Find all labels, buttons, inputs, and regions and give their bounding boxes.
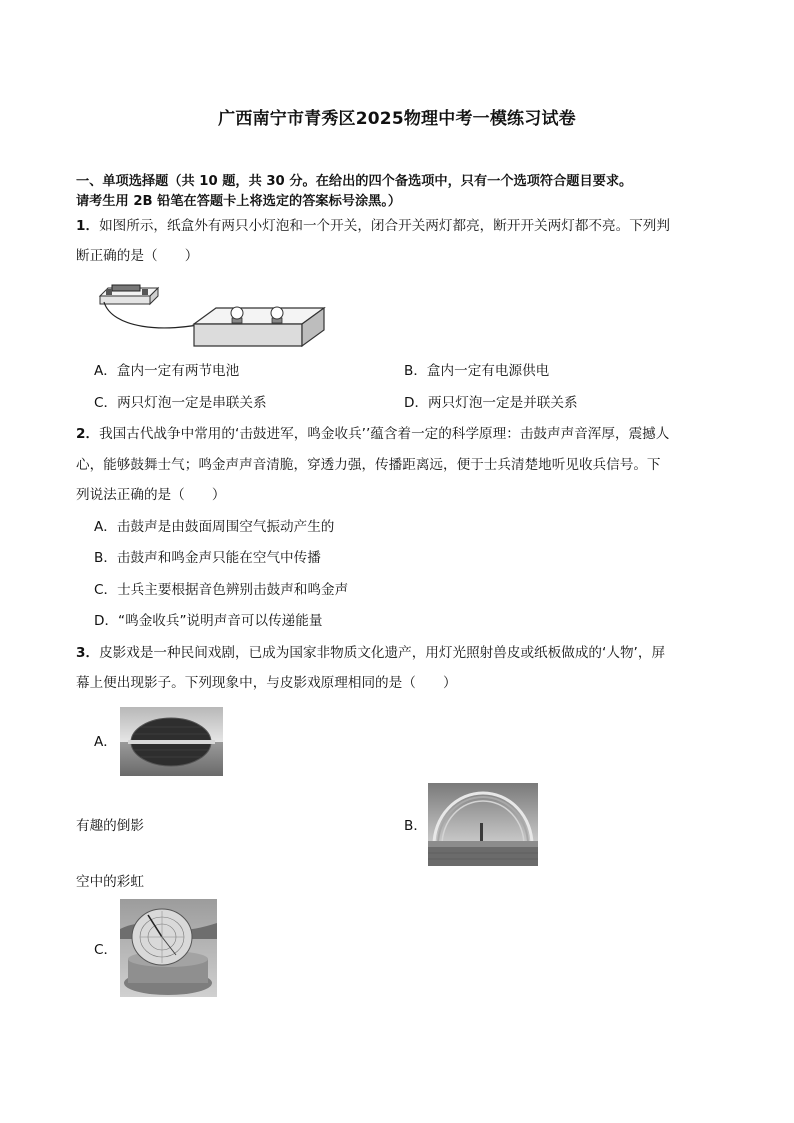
q1-line2: 断正确的是（ ） — [76, 248, 199, 264]
rainbow-photo — [428, 783, 538, 866]
q2-line1 — [76, 424, 669, 444]
q3-line2: 幕上便出现影子。下列现象中，与皮影戏原理相同的是（ ） — [76, 675, 457, 691]
q3-text-line1: 皮影戏是一种民间戏剧，已成为国家非物质文化遗产，用灯光照射兽皮或纸板做成的‘人物’，屏 — [99, 645, 666, 661]
reflection-photo — [120, 707, 223, 776]
q1-option-c[interactable]: C．两只灯泡一定是串联关系 — [94, 395, 267, 411]
q1-text-line1: 如图所示，纸盒外有两只小灯泡和一个开关，闭合开关两灯都亮，断开开关两灯都不亮。下列判 — [99, 218, 670, 234]
q3-option-a-caption: 有趣的倒影 — [76, 818, 144, 834]
q1-number: 1． — [76, 218, 100, 234]
q3-option-b-caption: 空中的彩虹 — [76, 874, 144, 890]
q2-option-a[interactable]: A．击鼓声是由鼓面周围空气振动产生的 — [94, 519, 335, 535]
page-title: 广西南宁市青秀区2025物理中考一模练习试卷 — [218, 109, 576, 129]
q2-option-d[interactable]: D．“鸣金收兵”说明声音可以传递能量 — [94, 613, 323, 629]
q1-line1 — [76, 216, 670, 236]
q2-line2: 心，能够鼓舞士气；鸣金声声音清脆，穿透力强，传播距离远，便于士兵清楚地听见收兵信号。下 — [76, 457, 661, 473]
q2-number: 2． — [76, 426, 100, 442]
sundial-photo — [120, 899, 217, 997]
q3-option-a-image[interactable] — [120, 707, 223, 776]
q1-option-b[interactable]: B．盒内一定有电源供电 — [404, 363, 550, 379]
q1-option-a[interactable]: A．盒内一定有两节电池 — [94, 363, 240, 379]
q3-option-a-label[interactable]: A． — [94, 734, 117, 750]
section-heading-line2: 请考生用 2B 铅笔在答题卡上将选定的答案标号涂黑。） — [76, 194, 402, 209]
q3-option-c-image[interactable] — [120, 899, 217, 997]
q3-option-c-label[interactable]: C． — [94, 942, 118, 958]
q3-number: 3． — [76, 645, 100, 661]
q2-text-line1: 我国古代战争中常用的‘击鼓进军，鸣金收兵’’蕴含着一定的科学原理：击鼓声声音浑厚，震撼人 — [99, 426, 670, 442]
q1-circuit-box-figure — [92, 280, 328, 350]
q2-line3: 列说法正确的是（ ） — [76, 487, 226, 503]
q2-option-c[interactable]: C．士兵主要根据音色辨别击鼓声和鸣金声 — [94, 582, 349, 598]
q1-option-d[interactable]: D．两只灯泡一定是并联关系 — [404, 395, 578, 411]
circuit-box-illustration — [92, 280, 328, 350]
q3-option-b-image[interactable] — [428, 783, 538, 866]
section-heading-line1: 一、单项选择题（共 10 题，共 30 分。在给出的四个备选项中，只有一个选项符合题目要求。 — [76, 174, 633, 189]
q3-line1 — [76, 643, 665, 663]
q2-option-b[interactable]: B．击鼓声和鸣金声只能在空气中传播 — [94, 550, 321, 566]
q3-option-b-label[interactable]: B． — [404, 818, 427, 834]
